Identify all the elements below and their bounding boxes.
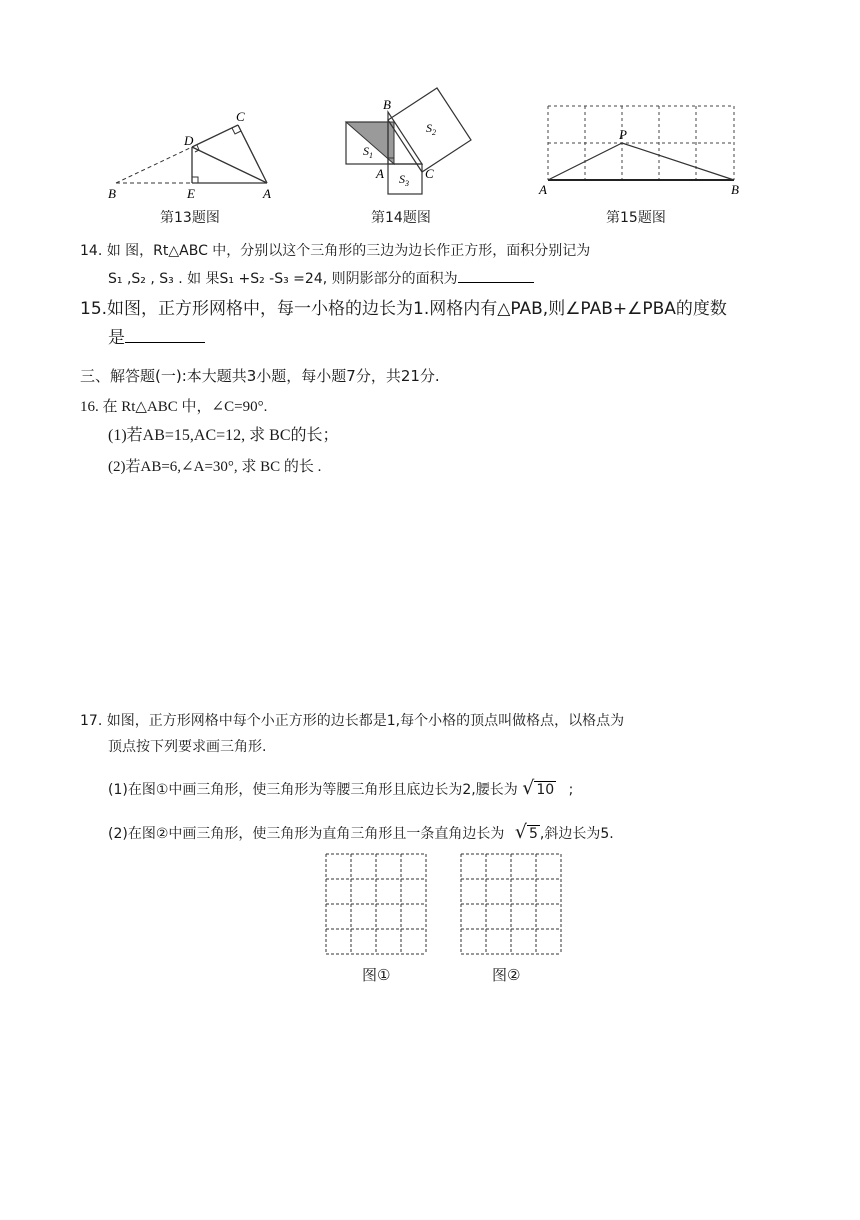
- sqrt-10-radicand: 10: [536, 782, 555, 798]
- label-p: P: [619, 127, 627, 142]
- figure-14-caption: 第14题图: [371, 210, 431, 226]
- label-s1: $S_1$: [363, 144, 373, 160]
- label-c: C: [425, 166, 434, 181]
- label-e: E: [187, 186, 195, 201]
- figure-13-caption: 第13题图: [160, 210, 220, 226]
- label-b: B: [383, 97, 391, 112]
- q17-line2: 顶点按下列要求画三角形.: [108, 739, 267, 755]
- grid-figure-1: [324, 852, 428, 956]
- right-angle-mark-e: [192, 177, 198, 183]
- sqrt-5: √ 5: [514, 821, 538, 843]
- q17-part1: [108, 777, 573, 801]
- section-3-title: 三、解答题(一):本大题共3小题，每小题7分，共21分.: [80, 367, 440, 385]
- segment-dc: [192, 125, 238, 147]
- label-d: D: [184, 133, 194, 148]
- label-b: B: [108, 186, 116, 201]
- segment-pb: [622, 143, 734, 180]
- q17-part2-text: (2)在图②中画三角形，使三角形为直角三角形且一条直角边长为: [108, 826, 505, 842]
- q16-stem: 16. 在 Rt△ABC 中，∠C=90°.: [80, 399, 268, 415]
- q14-line2-text: S₁ ,S₂ , S₃ . 如 果S₁ +S₂ -S₃ =24, 则阴影部分的面积为: [108, 271, 458, 287]
- q17-part1-text: (1)在图①中画三角形，使三角形为等腰三角形且底边长为2,腰长为: [108, 782, 518, 798]
- q15-answer-blank: [125, 326, 205, 343]
- figure-14: [340, 82, 480, 200]
- q15-line2: [108, 325, 205, 351]
- grid-lines: [548, 106, 734, 180]
- q17-part2: [108, 821, 614, 845]
- segment-bd: [116, 147, 192, 183]
- q17-part1-tail: ;: [568, 782, 574, 798]
- q16-part2: (2)若AB=6,∠A=30°, 求 BC 的长 .: [108, 459, 322, 475]
- q17-part2-tail: ,斜边长为5.: [539, 826, 614, 842]
- grid-figure-2-caption: 图②: [492, 966, 521, 984]
- label-b: B: [731, 182, 739, 197]
- label-s2: $S_2$: [426, 121, 436, 137]
- segment-ca: [238, 125, 267, 183]
- q15-line1: 15.如图，正方形网格中，每一小格的边长为1.网格内有△PAB,则∠PAB+∠PBA的度数: [80, 299, 727, 319]
- label-s3: $S_3$: [399, 172, 409, 188]
- sqrt-10: √ 10: [522, 777, 555, 799]
- grid-figure-1-caption: 图①: [362, 966, 391, 984]
- label-a: A: [376, 166, 384, 181]
- figure-15-caption: 第15题图: [606, 210, 666, 226]
- figure-13: [100, 100, 290, 205]
- label-a: A: [263, 186, 271, 201]
- sqrt-5-radicand: 5: [528, 826, 538, 842]
- q14-answer-blank: [458, 266, 534, 283]
- segment-da: [192, 147, 267, 183]
- q16-part1: (1)若AB=15,AC=12, 求 BC的长；: [108, 427, 339, 444]
- q15-line2-text: 是: [108, 328, 125, 348]
- q14-line1: 14. 如 图，Rt△ABC 中，分别以这个三角形的三边为边长作正方形，面积分别记为: [80, 243, 591, 259]
- label-a: A: [539, 182, 547, 197]
- grid-figure-2: [459, 852, 563, 956]
- q17-line1: 17. 如图，正方形网格中每个小正方形的边长都是1,每个小格的顶点叫做格点，以格点为: [80, 713, 625, 729]
- label-c: C: [236, 109, 245, 124]
- figure-15: [536, 98, 746, 198]
- q14-line2: [108, 266, 534, 290]
